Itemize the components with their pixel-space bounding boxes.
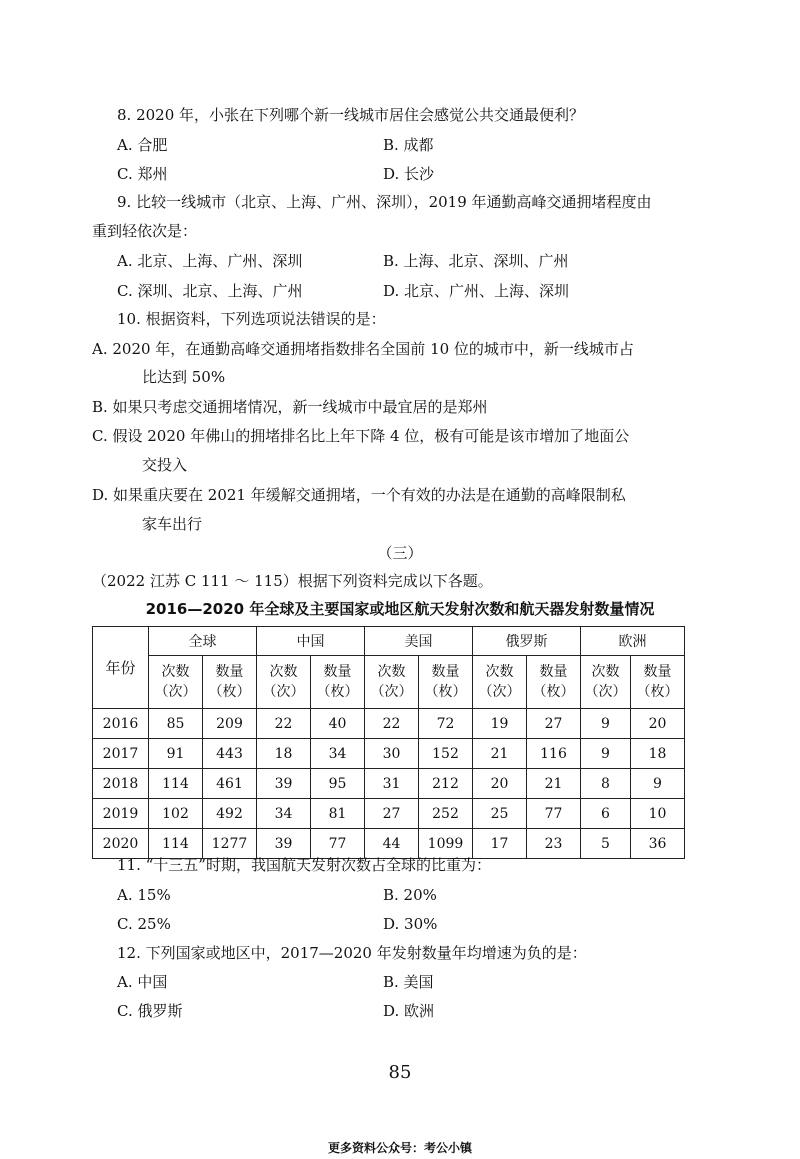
question-9-stem-continued: 重到轻依次是： <box>92 222 198 240</box>
question-9-option-b: B. 上海、北京、深圳、广州 <box>383 252 569 270</box>
question-8-option-a: A. 合肥 <box>117 136 168 154</box>
question-9-option-a: A. 北京、上海、广州、深圳 <box>117 252 303 270</box>
table-cell: 116 <box>527 739 581 769</box>
table-cell: 34 <box>257 799 311 829</box>
table-cell: 6 <box>581 799 631 829</box>
table-cell: 212 <box>419 769 473 799</box>
subheader-quantity-unit: （枚） <box>316 684 359 700</box>
table-cell: 152 <box>419 739 473 769</box>
question-11-stem: 11. “十三五”时期，我国航天发射次数占全球的比重为： <box>117 856 491 874</box>
subheader-quantity-unit: （枚） <box>208 684 251 700</box>
subheader-count <box>257 656 311 709</box>
question-12-option-b: B. 美国 <box>383 973 434 991</box>
table-cell: 114 <box>149 769 203 799</box>
table-cell: 27 <box>365 799 419 829</box>
table-cell: 1099 <box>419 829 473 859</box>
year-column-header: 年份 <box>93 627 149 709</box>
question-9-stem: 9. 比较一线城市（北京、上海、广州、深圳），2019 年通勤高峰交通拥堵程度由 <box>117 193 652 211</box>
subheader-count-unit: （次） <box>154 684 197 700</box>
year-cell: 2017 <box>93 739 149 769</box>
question-8-stem: 8. 2020 年，小张在下列哪个新一线城市居住会感觉公共交通最便利？ <box>117 106 585 124</box>
subheader-count-unit: （次） <box>584 684 627 700</box>
subheader-count-unit: （次） <box>478 684 521 700</box>
region-header-russia: 俄罗斯 <box>473 627 581 656</box>
section-heading: （三） <box>377 544 423 562</box>
year-cell: 2020 <box>93 829 149 859</box>
subheader-quantity-label: 数量 <box>215 664 244 680</box>
table-cell: 18 <box>631 739 685 769</box>
subheader-count-unit: （次） <box>370 684 413 700</box>
table-cell: 18 <box>257 739 311 769</box>
table-cell: 102 <box>149 799 203 829</box>
question-12-stem: 12. 下列国家或地区中，2017—2020 年发射数量年均增速为负的是： <box>117 944 587 962</box>
table-cell: 1277 <box>203 829 257 859</box>
section-intro: （2022 江苏 C 111 ～ 115）根据下列资料完成以下各题。 <box>92 572 493 590</box>
subheader-quantity <box>527 656 581 709</box>
year-cell: 2019 <box>93 799 149 829</box>
table-cell: 27 <box>527 709 581 739</box>
table-cell: 21 <box>527 769 581 799</box>
question-12-option-c: C. 俄罗斯 <box>117 1002 183 1020</box>
table-cell: 36 <box>631 829 685 859</box>
footer-text: 更多资料公众号：考公小镇 <box>327 1141 472 1155</box>
table-cell: 20 <box>473 769 527 799</box>
subheader-quantity-label: 数量 <box>323 664 352 680</box>
question-11-option-a: A. 15% <box>117 886 171 904</box>
question-12-option-a: A. 中国 <box>117 973 168 991</box>
table-cell: 34 <box>311 739 365 769</box>
table-cell: 20 <box>631 709 685 739</box>
launch-data-table <box>92 626 685 859</box>
question-10-option-d-continued: 家车出行 <box>142 515 203 533</box>
question-8-option-b: B. 成都 <box>383 136 434 154</box>
table-cell: 10 <box>631 799 685 829</box>
year-cell: 2018 <box>93 769 149 799</box>
question-8-option-d: D. 长沙 <box>383 165 435 183</box>
subheader-quantity <box>631 656 685 709</box>
table-cell: 81 <box>311 799 365 829</box>
table-cell: 95 <box>311 769 365 799</box>
question-10-option-a-continued: 比达到 50% <box>142 368 226 386</box>
table-row <box>93 739 685 769</box>
region-header-usa: 美国 <box>365 627 473 656</box>
table-cell: 30 <box>365 739 419 769</box>
table-cell: 25 <box>473 799 527 829</box>
question-10-option-c: C. 假设 2020 年佛山的拥堵排名比上年下降 4 位，极有可能是该市增加了地面公 <box>92 427 630 445</box>
table-cell: 77 <box>311 829 365 859</box>
table-cell: 492 <box>203 799 257 829</box>
table-cell: 209 <box>203 709 257 739</box>
table-cell: 461 <box>203 769 257 799</box>
subheader-count-label: 次数 <box>161 664 190 680</box>
table-cell: 22 <box>257 709 311 739</box>
question-10-option-c-continued: 交投入 <box>142 456 188 474</box>
table-cell: 31 <box>365 769 419 799</box>
table-header-row <box>93 627 685 656</box>
subheader-quantity-label: 数量 <box>431 664 460 680</box>
subheader-count-label: 次数 <box>269 664 298 680</box>
table-cell: 39 <box>257 829 311 859</box>
question-11-option-d: D. 30% <box>383 915 438 933</box>
subheader-count-label: 次数 <box>591 664 620 680</box>
question-9-option-d: D. 北京、广州、上海、深圳 <box>383 282 570 300</box>
table-row <box>93 799 685 829</box>
question-10-stem: 10. 根据资料，下列选项说法错误的是： <box>117 310 386 328</box>
table-body <box>93 709 685 859</box>
question-12-option-d: D. 欧洲 <box>383 1002 435 1020</box>
table-cell: 9 <box>581 739 631 769</box>
table-cell: 443 <box>203 739 257 769</box>
table-cell: 17 <box>473 829 527 859</box>
table-cell: 40 <box>311 709 365 739</box>
subheader-count <box>149 656 203 709</box>
question-11-option-b: B. 20% <box>383 886 437 904</box>
table-cell: 44 <box>365 829 419 859</box>
question-10-option-b: B. 如果只考虑交通拥堵情况，新一线城市中最宜居的是郑州 <box>92 398 488 416</box>
subheader-quantity <box>311 656 365 709</box>
question-8-option-c: C. 郑州 <box>117 165 168 183</box>
table-cell: 91 <box>149 739 203 769</box>
subheader-quantity-unit: （枚） <box>636 684 679 700</box>
table-cell: 9 <box>631 769 685 799</box>
table-cell: 114 <box>149 829 203 859</box>
subheader-quantity <box>203 656 257 709</box>
table-cell: 5 <box>581 829 631 859</box>
table-cell: 23 <box>527 829 581 859</box>
subheader-quantity <box>419 656 473 709</box>
subheader-quantity-label: 数量 <box>539 664 568 680</box>
table-cell: 252 <box>419 799 473 829</box>
question-10-option-a: A. 2020 年，在通勤高峰交通拥堵指数排名全国前 10 位的城市中，新一线城市占 <box>92 340 634 358</box>
subheader-count-label: 次数 <box>377 664 406 680</box>
table-cell: 39 <box>257 769 311 799</box>
subheader-quantity-unit: （枚） <box>532 684 575 700</box>
year-cell: 2016 <box>93 709 149 739</box>
table-cell: 72 <box>419 709 473 739</box>
table-cell: 8 <box>581 769 631 799</box>
question-10-option-d: D. 如果重庆要在 2021 年缓解交通拥堵，一个有效的办法是在通勤的高峰限制私 <box>92 486 626 504</box>
table-cell: 77 <box>527 799 581 829</box>
subheader-count-unit: （次） <box>262 684 305 700</box>
table-cell: 22 <box>365 709 419 739</box>
page-number: 85 <box>388 1062 412 1083</box>
region-header-europe: 欧洲 <box>581 627 685 656</box>
table-cell: 21 <box>473 739 527 769</box>
subheader-quantity-unit: （枚） <box>424 684 467 700</box>
subheader-count <box>581 656 631 709</box>
subheader-count <box>473 656 527 709</box>
subheader-count <box>365 656 419 709</box>
region-header-global: 全球 <box>149 627 257 656</box>
table-title: 2016—2020 年全球及主要国家或地区航天发射次数和航天器发射数量情况 <box>145 600 655 618</box>
table-cell: 85 <box>149 709 203 739</box>
subheader-count-label: 次数 <box>485 664 514 680</box>
question-11-option-c: C. 25% <box>117 915 171 933</box>
table-cell: 9 <box>581 709 631 739</box>
question-9-option-c: C. 深圳、北京、上海、广州 <box>117 282 303 300</box>
subheader-quantity-label: 数量 <box>643 664 672 680</box>
table-cell: 19 <box>473 709 527 739</box>
region-header-china: 中国 <box>257 627 365 656</box>
table-row <box>93 709 685 739</box>
table-row <box>93 769 685 799</box>
table-subheader-row <box>93 656 685 709</box>
